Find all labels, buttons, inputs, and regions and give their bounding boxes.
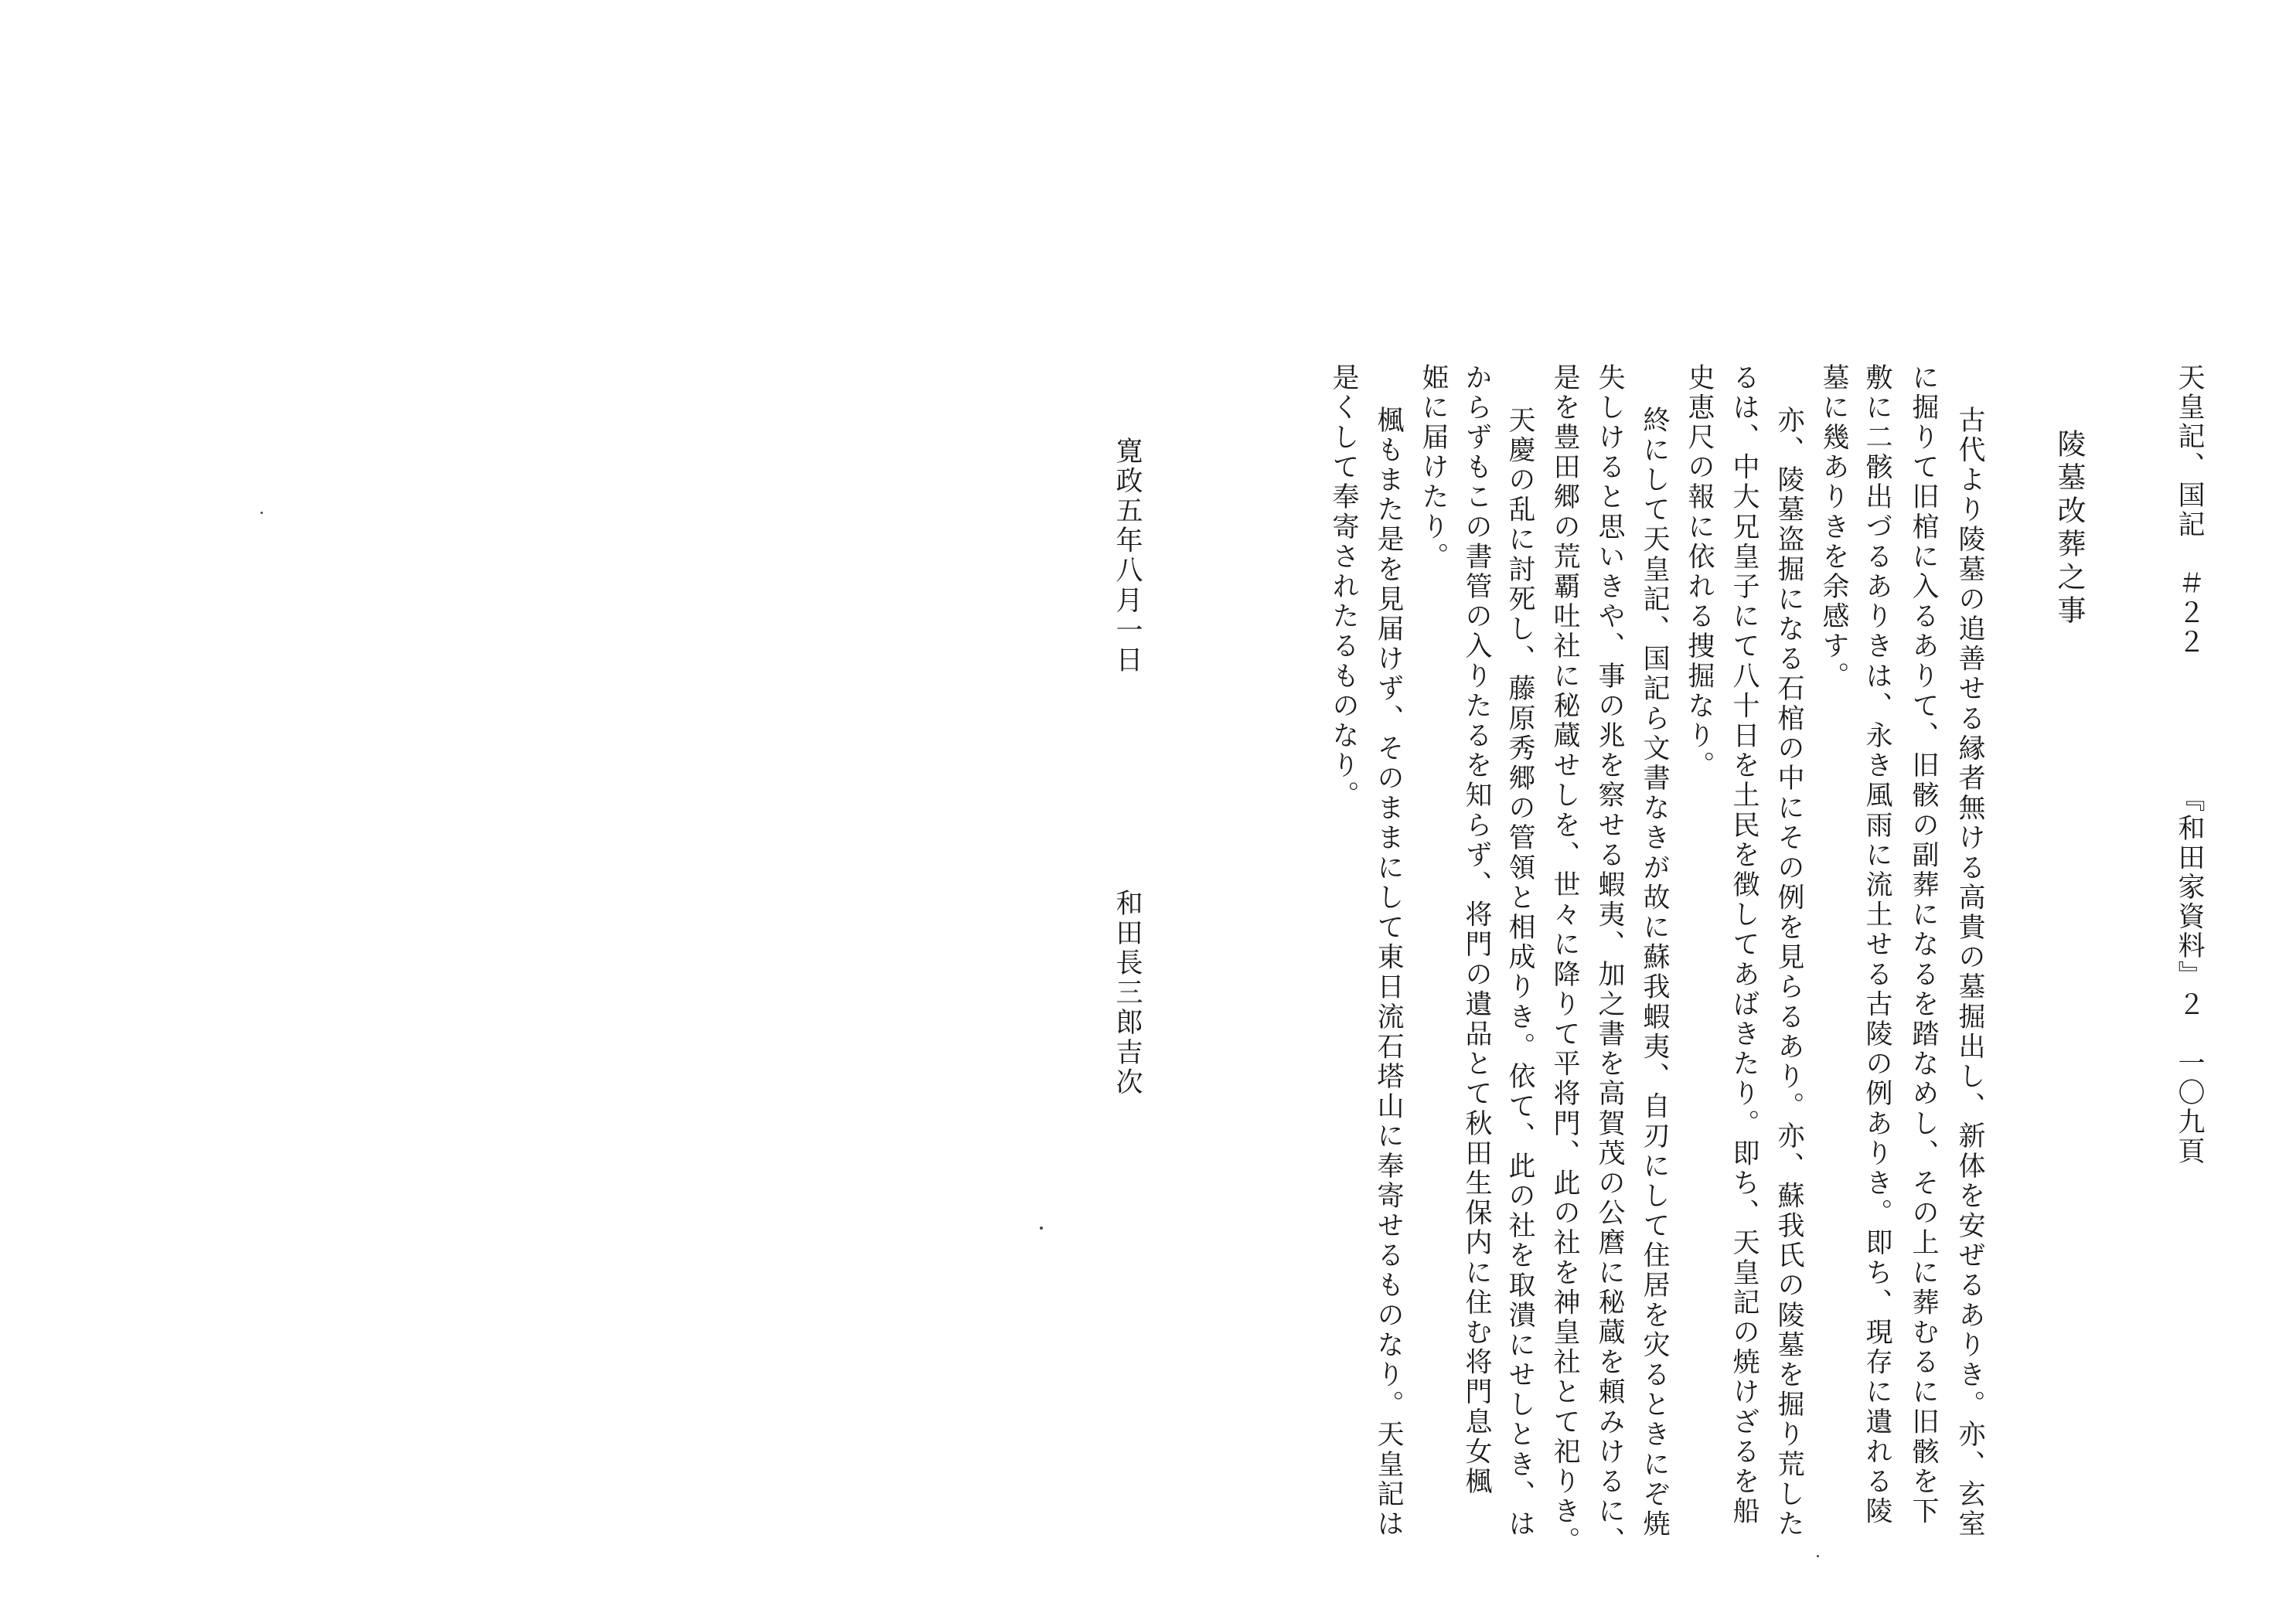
- body-column: 墓に幾ありきを余感す。: [1818, 363, 1849, 692]
- body-column: 亦、陵墓盗掘になる石棺の中にその例を見らるあり。亦、蘇我氏の陵墓を掘り荒した: [1773, 406, 1804, 1540]
- body-column: 是を豊田郷の荒覇吐社に秘蔵せしを、世々に降りて平将門、此の社を神皇社とて祀りき。: [1549, 363, 1580, 1557]
- body-column: からずもこの書管の入りたるを知らず、将門の遺品とて秋田生保内に住む将門息女楓: [1461, 363, 1492, 1497]
- body-column: に掘りて旧棺に入るありて、旧骸の副葬になるを踏なめし、その上に葬むるに旧骸を下: [1908, 363, 1939, 1527]
- body-column: 楓もまた是を見届けず、そのままにして東日流石塔山に奉寄せるものなり。天皇記は: [1373, 406, 1404, 1540]
- scan-speck: [1817, 1555, 1819, 1557]
- scan-speck: [1040, 1227, 1043, 1230]
- body-column: 終にして天皇記、国記ら文書なきが故に蘇我蝦夷、自刃にして住居を灾るときにぞ焼: [1639, 406, 1670, 1540]
- signature: 和田長三郎吉次: [1112, 889, 1143, 1098]
- page-title: 陵墓改葬之事: [2052, 429, 2086, 628]
- body-column: 史恵尺の報に依れる捜掘なり。: [1684, 363, 1715, 781]
- date: 寛政五年八月一日: [1112, 437, 1143, 675]
- scan-speck: [261, 512, 263, 514]
- body-column: 是くして奉寄されたるものなり。: [1328, 363, 1359, 811]
- body-column: 古代より陵墓の追善せる縁者無ける高貴の墓掘出し、新体を安ぜるありき。亦、玄室: [1954, 406, 1985, 1540]
- body-column: 天慶の乱に討死し、藤原秀郷の管領と相成りき。依て、此の社を取潰にせしとき、は: [1504, 406, 1535, 1540]
- body-column: るは、中大兄皇子にて八十日を土民を徴してあばきたり。即ち、天皇記の焼けざるを船: [1729, 363, 1759, 1527]
- body-column: 失しけると思いきや、事の兆を察せる蝦夷、加之書を高賀茂の公麿に秘蔵を頼みけるに、: [1594, 363, 1625, 1557]
- header-source: 『和田家資料』２ 一〇九頁: [2174, 784, 2205, 1166]
- body-column: 姫に届けたり。: [1418, 363, 1449, 573]
- body-column: 敷に二骸出づるありきは、永き風雨に流土せる古陵の例ありき。即ち、現存に遺れる陵: [1862, 363, 1892, 1527]
- header-series: 天皇記、国記 ＃２２: [2174, 363, 2205, 657]
